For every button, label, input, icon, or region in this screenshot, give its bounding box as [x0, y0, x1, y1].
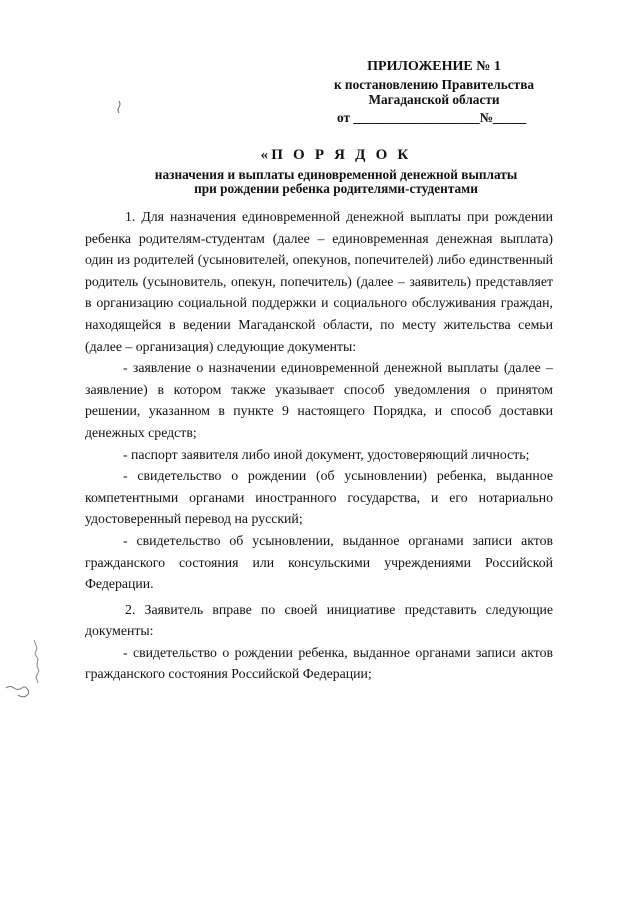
paragraph-1-item-adoption-certificate: - свидетельство об усыновлении, выданное органами записи актов гражданского состояния или консульскими учреждениями Российской Федерации.	[85, 532, 553, 592]
document-subtitle-line2: при рождении ребенка родителями-студентами	[194, 181, 478, 196]
paragraph-2-item-birth-certificate: - свидетельство о рождении ребенка, выданное органами записи актов гражданского состояния Российской Федерации;	[85, 644, 553, 682]
scan-mark-scribble	[6, 687, 29, 697]
annex-region: Магаданской области	[368, 92, 500, 107]
paragraph-1-item-application: - заявление о назначении единовременной денежной выплаты (далее – заявление) в котором также указывает способ уведомления о принятом решении, указанном в пункте 9 настоящего Порядка, и способ доставки денежных средств;	[85, 360, 553, 440]
paragraph-1-item-foreign-certificate: - свидетельство о рождении (об усыновлении) ребенка, выданное компетентными органами иностранного государства, и его нотариально удостоверенный перевод на русский;	[85, 468, 553, 527]
document-subtitle-line1: назначения и выплаты единовременной денежной выплаты	[154, 167, 518, 182]
annex-number-text: ПРИЛОЖЕНИЕ № 1	[367, 59, 501, 74]
annex-number	[318, 58, 550, 75]
paragraph-2: 2. Заявитель вправе по своей инициативе представить следующие документы:	[85, 601, 553, 639]
scan-mark-margin	[34, 640, 39, 683]
paragraph-1: 1. Для назначения единовременной денежной выплаты при рождении ребенка родителям-студентам (далее – единовременная денежная выплата) один из родителей (усыновителей, опекунов, попечителей) либо единственный родитель (усыновитель, опекун, попечитель) (далее – заявитель) представляет в организацию социальной поддержки и социального обслуживания граждан, находящейся в ведении Магаданской области, по месту жительства семьи (далее – организация) следующие документы:	[85, 209, 553, 354]
date-number-line: от ___________________№_____	[337, 110, 527, 125]
paragraph-1-item-passport: - паспорт заявителя либо иной документ, удостоверяющий личность;	[123, 446, 530, 462]
annex-resolution: к постановлению Правительства	[333, 77, 535, 92]
scan-mark-top	[118, 101, 120, 113]
document-body	[85, 206, 553, 685]
document-title: «П О Р Я Д О К	[260, 147, 412, 163]
